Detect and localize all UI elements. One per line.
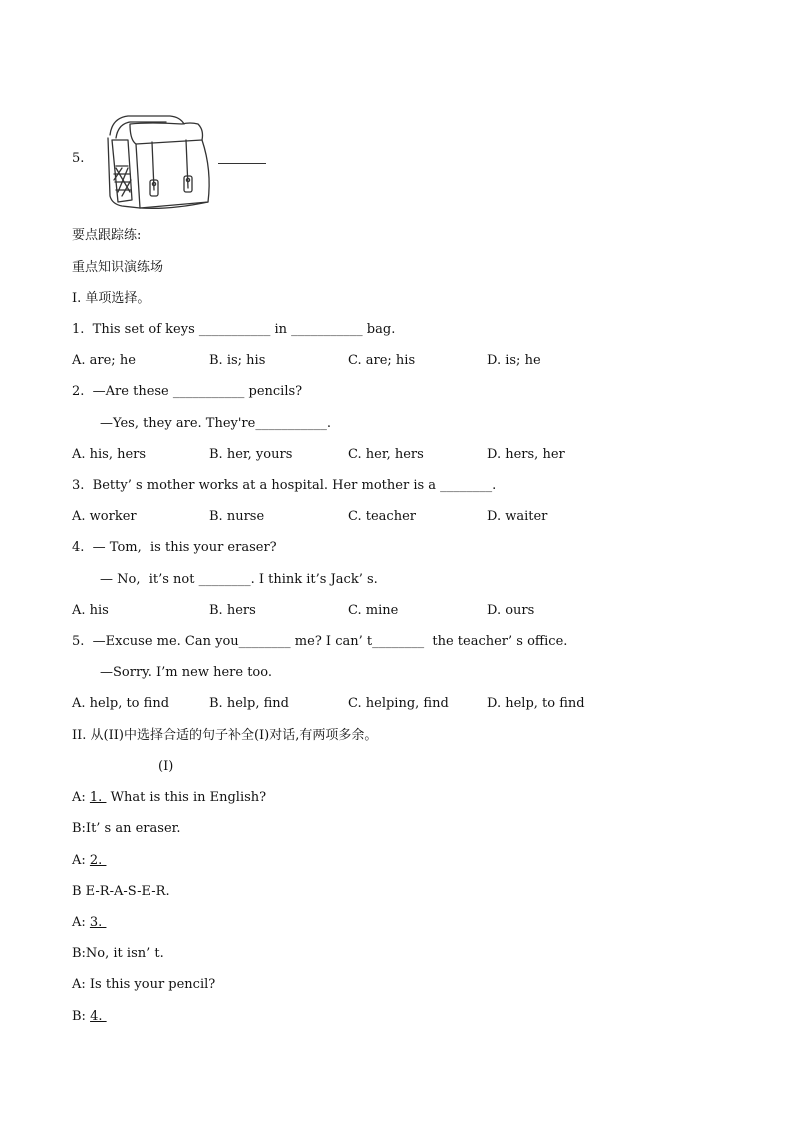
question-4-option-a[interactable]: A. his bbox=[72, 603, 109, 618]
dialogue-blank-3[interactable]: 3. bbox=[89, 915, 107, 930]
picture-item-number: 5. bbox=[72, 151, 85, 166]
practice-heading: 要点跟踪练: bbox=[72, 228, 142, 243]
question-5-option-a[interactable]: A. help, to find bbox=[72, 696, 170, 711]
question-2-option-a[interactable]: A. his, hers bbox=[72, 447, 147, 462]
question-4-option-d[interactable]: D. ours bbox=[487, 603, 535, 618]
picture-item-answer-blank[interactable] bbox=[218, 163, 266, 164]
question-1-option-d[interactable]: D. is; he bbox=[487, 353, 541, 368]
question-2-reply: —Yes, they are. They're___________. bbox=[100, 416, 331, 431]
question-2-option-b[interactable]: B. her, yours bbox=[209, 447, 293, 462]
dialogue-blank-1[interactable]: 1. bbox=[89, 790, 107, 805]
dialogue-line-2: B:It’ s an eraser. bbox=[72, 821, 181, 836]
question-3-option-c[interactable]: C. teacher bbox=[348, 509, 416, 524]
focus-heading: 重点知识演练场 bbox=[72, 260, 164, 275]
dialogue-line-3: A: 2. bbox=[72, 853, 107, 868]
question-2-stem: 2. —Are these ___________ pencils? bbox=[72, 384, 303, 399]
question-3-stem: 3. Betty’ s mother works at a hospital. Her mother is a ________. bbox=[72, 478, 497, 493]
question-1-option-b[interactable]: B. is; his bbox=[209, 353, 266, 368]
question-2-option-d[interactable]: D. hers, her bbox=[487, 447, 565, 462]
question-1-option-a[interactable]: A. are; he bbox=[72, 353, 136, 368]
question-3-option-a[interactable]: A. worker bbox=[72, 509, 137, 524]
question-3-option-d[interactable]: D. waiter bbox=[487, 509, 548, 524]
question-4-stem: 4. — Tom, is this your eraser? bbox=[72, 540, 277, 555]
question-4-option-c[interactable]: C. mine bbox=[348, 603, 399, 618]
dialogue-line-1: A: 1. What is this in English? bbox=[72, 790, 267, 805]
question-5-stem: 5. —Excuse me. Can you________ me? I can’ t________ the teacher’ s office. bbox=[72, 634, 568, 649]
dialogue-blank-2[interactable]: 2. bbox=[89, 853, 107, 868]
question-3-option-b[interactable]: B. nurse bbox=[209, 509, 265, 524]
dialogue-blank-4[interactable]: 4. bbox=[90, 1009, 107, 1024]
question-1-stem: 1. This set of keys ___________ in ___________ bag. bbox=[72, 322, 396, 337]
question-5-option-c[interactable]: C. helping, find bbox=[348, 696, 449, 711]
question-5-reply: —Sorry. I’m new here too. bbox=[100, 665, 272, 680]
dialogue-line-4: B E-R-A-S-E-R. bbox=[72, 884, 170, 899]
question-5-option-d[interactable]: D. help, to find bbox=[487, 696, 585, 711]
question-4-reply: — No, it’s not ________. I think it’s Jack’ s. bbox=[100, 572, 378, 587]
dialogue-line-7: A: Is this your pencil? bbox=[72, 977, 216, 992]
backpack-icon bbox=[100, 110, 216, 212]
section2-heading: II. 从(II)中选择合适的句子补全(I)对话,有两项多余。 bbox=[72, 728, 378, 743]
dialogue-line-8: B: 4. bbox=[72, 1009, 107, 1024]
question-4-option-b[interactable]: B. hers bbox=[209, 603, 256, 618]
question-2-option-c[interactable]: C. her, hers bbox=[348, 447, 424, 462]
question-5-option-b[interactable]: B. help, find bbox=[209, 696, 289, 711]
dialogue-line-6: B:No, it isn’ t. bbox=[72, 946, 164, 961]
part1-label: (I) bbox=[158, 759, 174, 774]
dialogue-line-5: A: 3. bbox=[72, 915, 107, 930]
question-1-option-c[interactable]: C. are; his bbox=[348, 353, 416, 368]
section1-heading: I. 单项选择。 bbox=[72, 291, 151, 306]
